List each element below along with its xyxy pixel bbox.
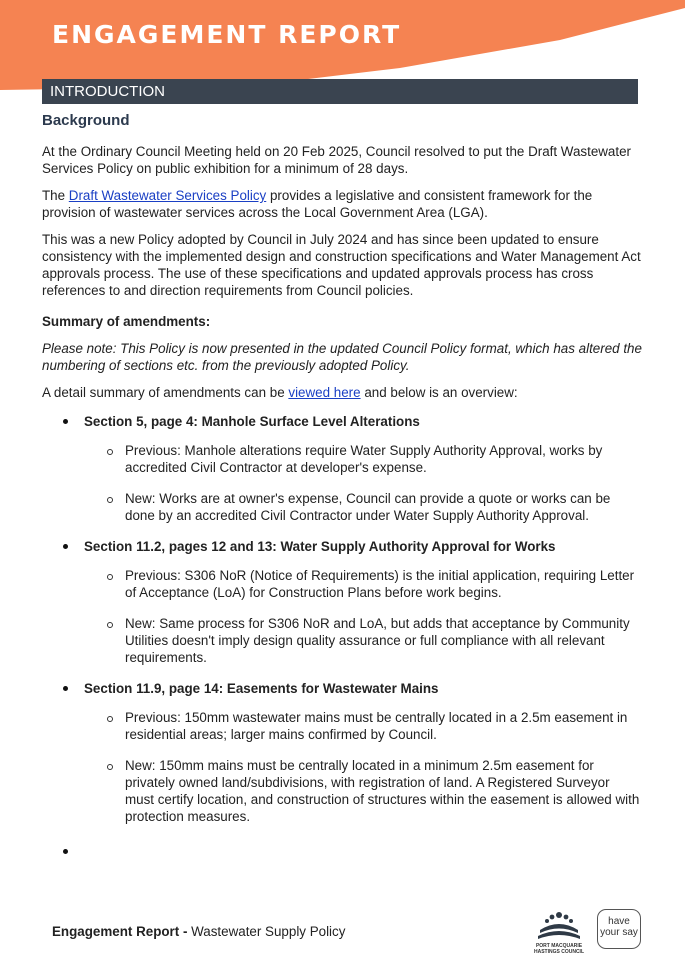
empty-bullet bbox=[42, 843, 642, 860]
have-your-say-logo-icon bbox=[597, 909, 641, 949]
summary-note: Please note: This Policy is now presented in the updated Council Policy format, which has altered the numbering of sections etc. from the previously adopted Policy. bbox=[42, 341, 642, 373]
footer-label bbox=[52, 924, 345, 939]
council-logo-text bbox=[520, 943, 598, 955]
footer-label-rest: Wastewater Supply Policy bbox=[187, 924, 346, 939]
paragraph-policy-post: provides a legislative and consistent framework for the provision of wastewater services across the Local Government Area (LGA). bbox=[42, 188, 593, 220]
background-heading: Background bbox=[42, 112, 130, 129]
main-content bbox=[42, 112, 642, 872]
paragraph-policy-pre: The bbox=[42, 188, 69, 203]
amendment-details bbox=[84, 709, 642, 825]
viewed-here-link[interactable]: viewed here bbox=[288, 385, 361, 400]
amendment-detail: New: Same process for S306 NoR and LoA, but adds that acceptance by Community Utilities doesn't imply design quality assurance or full compliance with all relevant requirements. bbox=[84, 615, 642, 666]
amendment-section bbox=[42, 538, 642, 666]
draft-policy-link[interactable]: Draft Wastewater Services Policy bbox=[68, 188, 267, 203]
section-header-label: INTRODUCTION bbox=[50, 83, 165, 100]
paragraph-policy bbox=[42, 187, 642, 221]
amendment-detail: Previous: 150mm wastewater mains must be centrally located in a 2.5m easement in residential areas; larger mains confirmed by Council. bbox=[84, 709, 642, 743]
amendment-detail: New: Works are at owner's expense, Council can provide a quote or works can be done by an accredited Civil Contractor under Water Supply Authority Approval. bbox=[84, 490, 642, 524]
logo-text-line: HASTINGS COUNCIL bbox=[534, 949, 584, 955]
amendment-title: Section 5, page 4: Manhole Surface Level Alterations bbox=[84, 414, 420, 429]
summary-heading: Summary of amendments: bbox=[42, 314, 211, 329]
amendment-section bbox=[42, 680, 642, 825]
amendment-details bbox=[84, 567, 642, 666]
amendment-detail: Previous: S306 NoR (Notice of Requirements) is the initial application, requiring Letter of Acceptance (LoA) for Construction Plans before work begins. bbox=[84, 567, 642, 601]
amendment-detail: New: 150mm mains must be centrally located in a minimum 2.5m easement for privately owned land/subdivisions, with registration of land. A Registered Surveyor must certify location, and construction of structures within the easement is allowed with protection measures. bbox=[84, 757, 642, 825]
section-header bbox=[42, 79, 638, 104]
paragraph-meeting: At the Ordinary Council Meeting held on 20 Feb 2025, Council resolved to put the Draft Wastewater Services Policy on public exhibition for a minimum of 28 days. bbox=[42, 144, 632, 176]
footer-label-bold: Engagement Report - bbox=[52, 924, 188, 939]
amendment-title: Section 11.2, pages 12 and 13: Water Supply Authority Approval for Works bbox=[84, 539, 556, 554]
hys-text-line: your say bbox=[600, 927, 638, 938]
paragraph-history: This was a new Policy adopted by Council in July 2024 and has since been updated to ensure consistency with the implemented design and construction specifications and Water Management Act approvals process. The use of these specifications and updated approvals process has cross references to and direction requirements from Council policies. bbox=[42, 232, 641, 298]
amendment-title: Section 11.9, page 14: Easements for Wastewater Mains bbox=[84, 681, 439, 696]
summary-intro bbox=[42, 384, 642, 401]
amendment-detail: Previous: Manhole alterations require Water Supply Authority Approval, works by accredited Civil Contractor at developer's expense. bbox=[84, 442, 642, 476]
logo-text-line: PORT MACQUARIE bbox=[535, 943, 583, 949]
hys-text-line: have bbox=[608, 916, 630, 927]
amendment-details bbox=[84, 442, 642, 524]
summary-intro-post: and below is an overview: bbox=[360, 385, 518, 400]
amendment-section bbox=[42, 413, 642, 524]
report-title: ENGAGEMENT REPORT bbox=[52, 20, 402, 49]
amendments-list bbox=[42, 413, 642, 860]
summary-intro-pre: A detail summary of amendments can be bbox=[42, 385, 289, 400]
